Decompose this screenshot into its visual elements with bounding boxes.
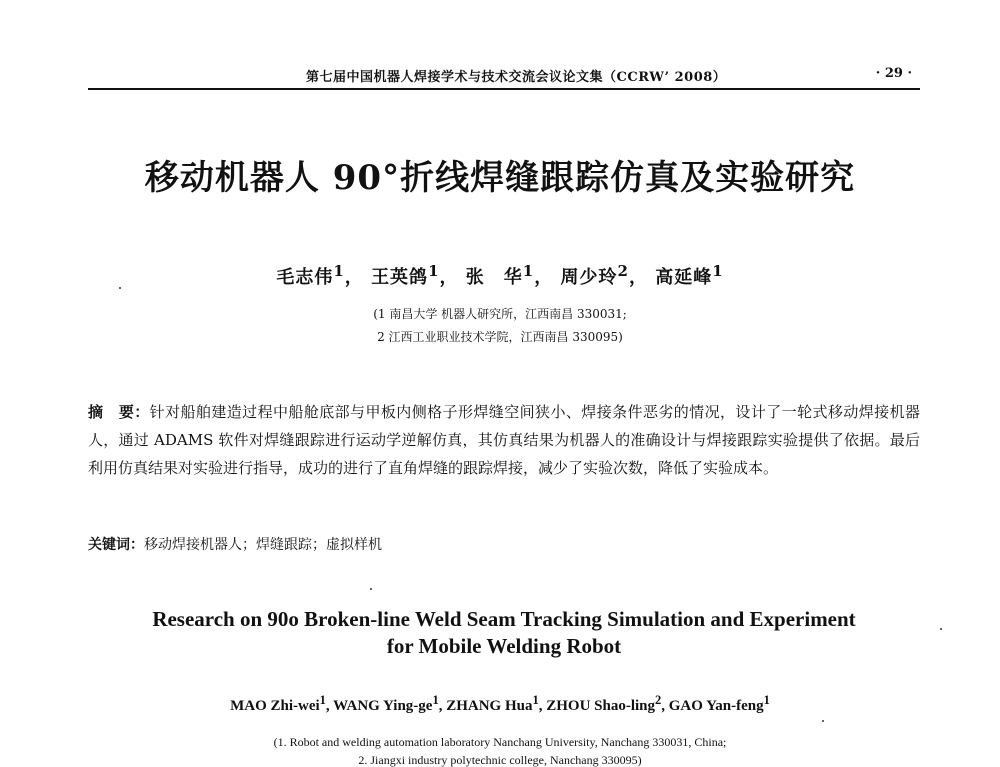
author-sup: 1 [432,693,439,707]
author-sup: 1 [428,262,440,280]
author-en: WANG Ying-ge [333,698,433,714]
author-en: MAO Zhi-wei [230,698,320,714]
author-sup: 1 [333,262,345,280]
author-en: GAO Yan-feng [668,698,764,714]
running-header [88,66,920,90]
author-list-en: MAO Zhi-wei$^1$, WANG Ying-$ge^1$, ZHANG Hua$^1$, ZHOU Shao-ling$^2$, GAO Yan-feng$^1$ [230,693,770,714]
author-sup: 1 [532,693,539,707]
keywords-text: 移动焊接机器人；焊缝跟踪；虚拟样机 [144,537,382,553]
keywords-label: 关键词： [88,537,144,553]
scan-speck [940,628,942,630]
abstract-label: 摘 要： [88,403,150,421]
scan-speck [119,287,121,289]
affiliation-cn-1: (1 南昌大学 机器人研究所，江西南昌 330031; [373,307,627,321]
keywords-cn [88,534,920,554]
author-cn: 毛志伟 [276,267,334,288]
paper-title-cn: 移动机器人 90°折线焊缝跟踪仿真及实验研究 [144,158,856,198]
scan-speck [822,720,824,722]
author-sup: 1 [522,262,535,280]
author-sup: 2 [655,693,662,707]
author-sup: 1 [763,693,770,707]
affiliation-cn-2: 2 江西工业职业技术学院，江西南昌 330095) [377,330,623,344]
author-sup: 1 [712,262,724,280]
author-cn: 高延峰 [655,267,713,288]
author-list-cn: 毛志伟$^1$， 王英鸽$^1$， 张 华$^1$， 周少玲$^2$， 高延峰$^1$ [276,262,724,288]
author-sup: 1 [319,693,326,707]
abstract-text: 针对船舶建造过程中船舱底部与甲板内侧格子形焊缝空间狭小、焊接条件恶劣的情况，设计了一轮式移动焊接机器人，通过 ADAMS 软件对焊缝跟踪进行运动学逆解仿真，其仿真结果为机器人的准确设计与焊接跟踪实验提供了依据。最后利用仿真结果对实验进行指导，成功的进行了直角焊缝的跟踪焊接，减少了实验次数，降低了实验成本。 [88,403,920,477]
affiliation-en-1: (1. Robot and welding automation laboratory Nanchang University, Nanchang 330031, China; [273,735,727,749]
author-sup: 2 [617,262,629,280]
page-number: · 29 · [875,66,912,81]
title-en-line-2: for Mobile Welding Robot [386,634,622,658]
author-en: ZHOU Shao-ling [546,698,656,714]
affiliation-en-2: 2. Jiangxi industry polytechnic college, Nanchang 330095) [358,753,642,767]
title-en-line-1: Research on 90o Broken-line Weld Seam Tracking Simulation and Experiment [152,607,856,631]
author-en: ZHANG Hua [446,698,533,714]
abstract-cn [88,398,920,482]
paper-title-en [88,606,920,660]
author-cn: 周少玲 [560,267,618,288]
author-cn: 王英鸽 [371,267,429,288]
author-cn: 张 华 [465,267,523,288]
scan-speck [370,588,372,590]
journal-title: 第七届中国机器人焊接学术与技术交流会议论文集（CCRW’ 2008） [306,70,727,85]
